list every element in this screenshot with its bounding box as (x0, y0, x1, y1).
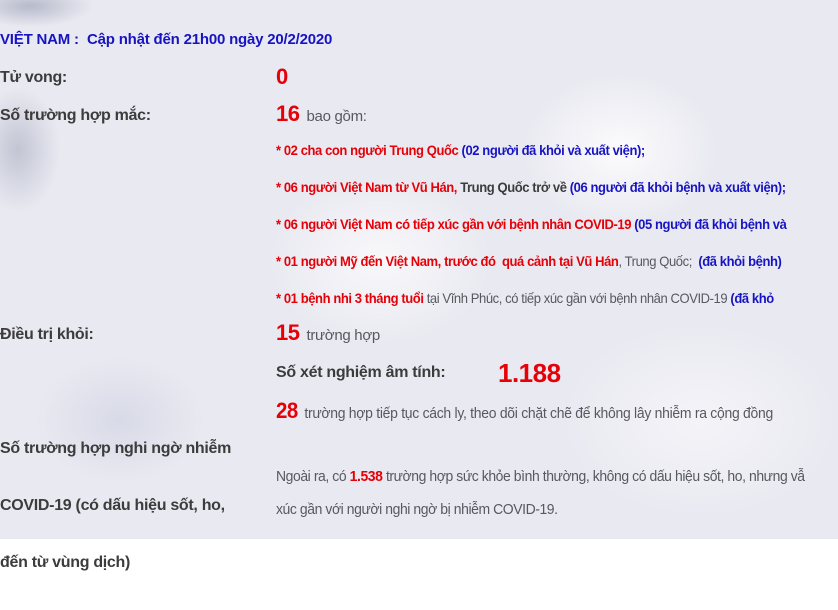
text-segment: * 02 cha con người Trung Quốc (276, 142, 462, 158)
negative-tests-label: Số xét nghiệm âm tính: (276, 364, 446, 381)
update-timestamp: Cập nhật đến 21h00 ngày 20/2/2020 (87, 31, 333, 48)
recovered-label: Điều trị khỏi: (0, 326, 94, 343)
text-segment: * 01 bệnh nhi 3 tháng tuổi (276, 290, 427, 306)
case-detail-line (276, 179, 786, 195)
text-segment: tại Vĩnh Phúc, có tiếp xúc gần với bệnh nhân COVID-19 (426, 290, 731, 306)
footer-note-line1 (276, 468, 805, 485)
text-segment: (đã khỏ (730, 290, 774, 306)
suspected-value-row (276, 398, 773, 424)
text-segment: (06 người đã khỏi bệnh và xuất viện); (569, 179, 786, 195)
suspected-label-line: COVID-19 (có dấu hiệu sốt, ho, (0, 497, 225, 514)
text-segment: * 06 người Việt Nam từ Vũ Hán, (276, 179, 458, 195)
recovered-value-suffix: trường hợp (306, 327, 380, 344)
case-detail-line (276, 142, 645, 158)
deaths-value: 0 (276, 64, 288, 89)
suspected-label (0, 401, 231, 610)
cases-value-row (276, 101, 367, 127)
suspected-label-line: đến từ vùng dịch) (0, 554, 131, 571)
text-segment: Trung Quốc trở về (457, 179, 570, 195)
footer-note-line2: xúc gần với người nghi ngờ bị nhiễm COVID-19. (276, 501, 558, 518)
text-segment: , Trung Quốc; (618, 253, 699, 269)
cases-label: Số trường hợp mắc: (0, 107, 151, 124)
text-segment: trường hợp sức khỏe bình thường, không có dấu hiệu sốt, ho, nhưng vẫ (382, 468, 805, 485)
suspected-value-suffix: trường hợp tiếp tục cách ly, theo dõi chặt chẽ để không lây nhiễm ra cộng đồng (304, 405, 773, 422)
text-segment: (đã khỏi bệnh) (698, 253, 782, 269)
suspected-value: 28 (276, 398, 298, 423)
cases-value-suffix: bao gồm: (306, 108, 367, 125)
text-segment: * 01 người Mỹ đến Việt Nam, trước đó quá cảnh tại Vũ Hán (276, 253, 619, 269)
text-segment: (05 người đã khỏi bệnh và (634, 216, 787, 232)
deaths-label: Tử vong: (0, 69, 67, 86)
suspected-label-line: Số trường hợp nghi ngờ nhiễm (0, 440, 232, 457)
case-detail-line (276, 290, 774, 306)
recovered-value: 15 (276, 320, 300, 345)
text-segment: 1.538 (349, 468, 383, 485)
cases-value: 16 (276, 101, 300, 126)
country-label: VIỆT NAM : (0, 31, 79, 48)
recovered-value-row (276, 320, 380, 346)
case-detail-line (276, 253, 781, 269)
text-segment: Ngoài ra, có (276, 468, 350, 485)
text-segment: (02 người đã khỏi và xuất viện); (461, 142, 645, 158)
case-detail-line (276, 216, 786, 232)
text-segment: * 06 người Việt Nam có tiếp xúc gần với bệnh nhân COVID-19 (276, 216, 635, 232)
negative-tests-value: 1.188 (498, 358, 561, 388)
